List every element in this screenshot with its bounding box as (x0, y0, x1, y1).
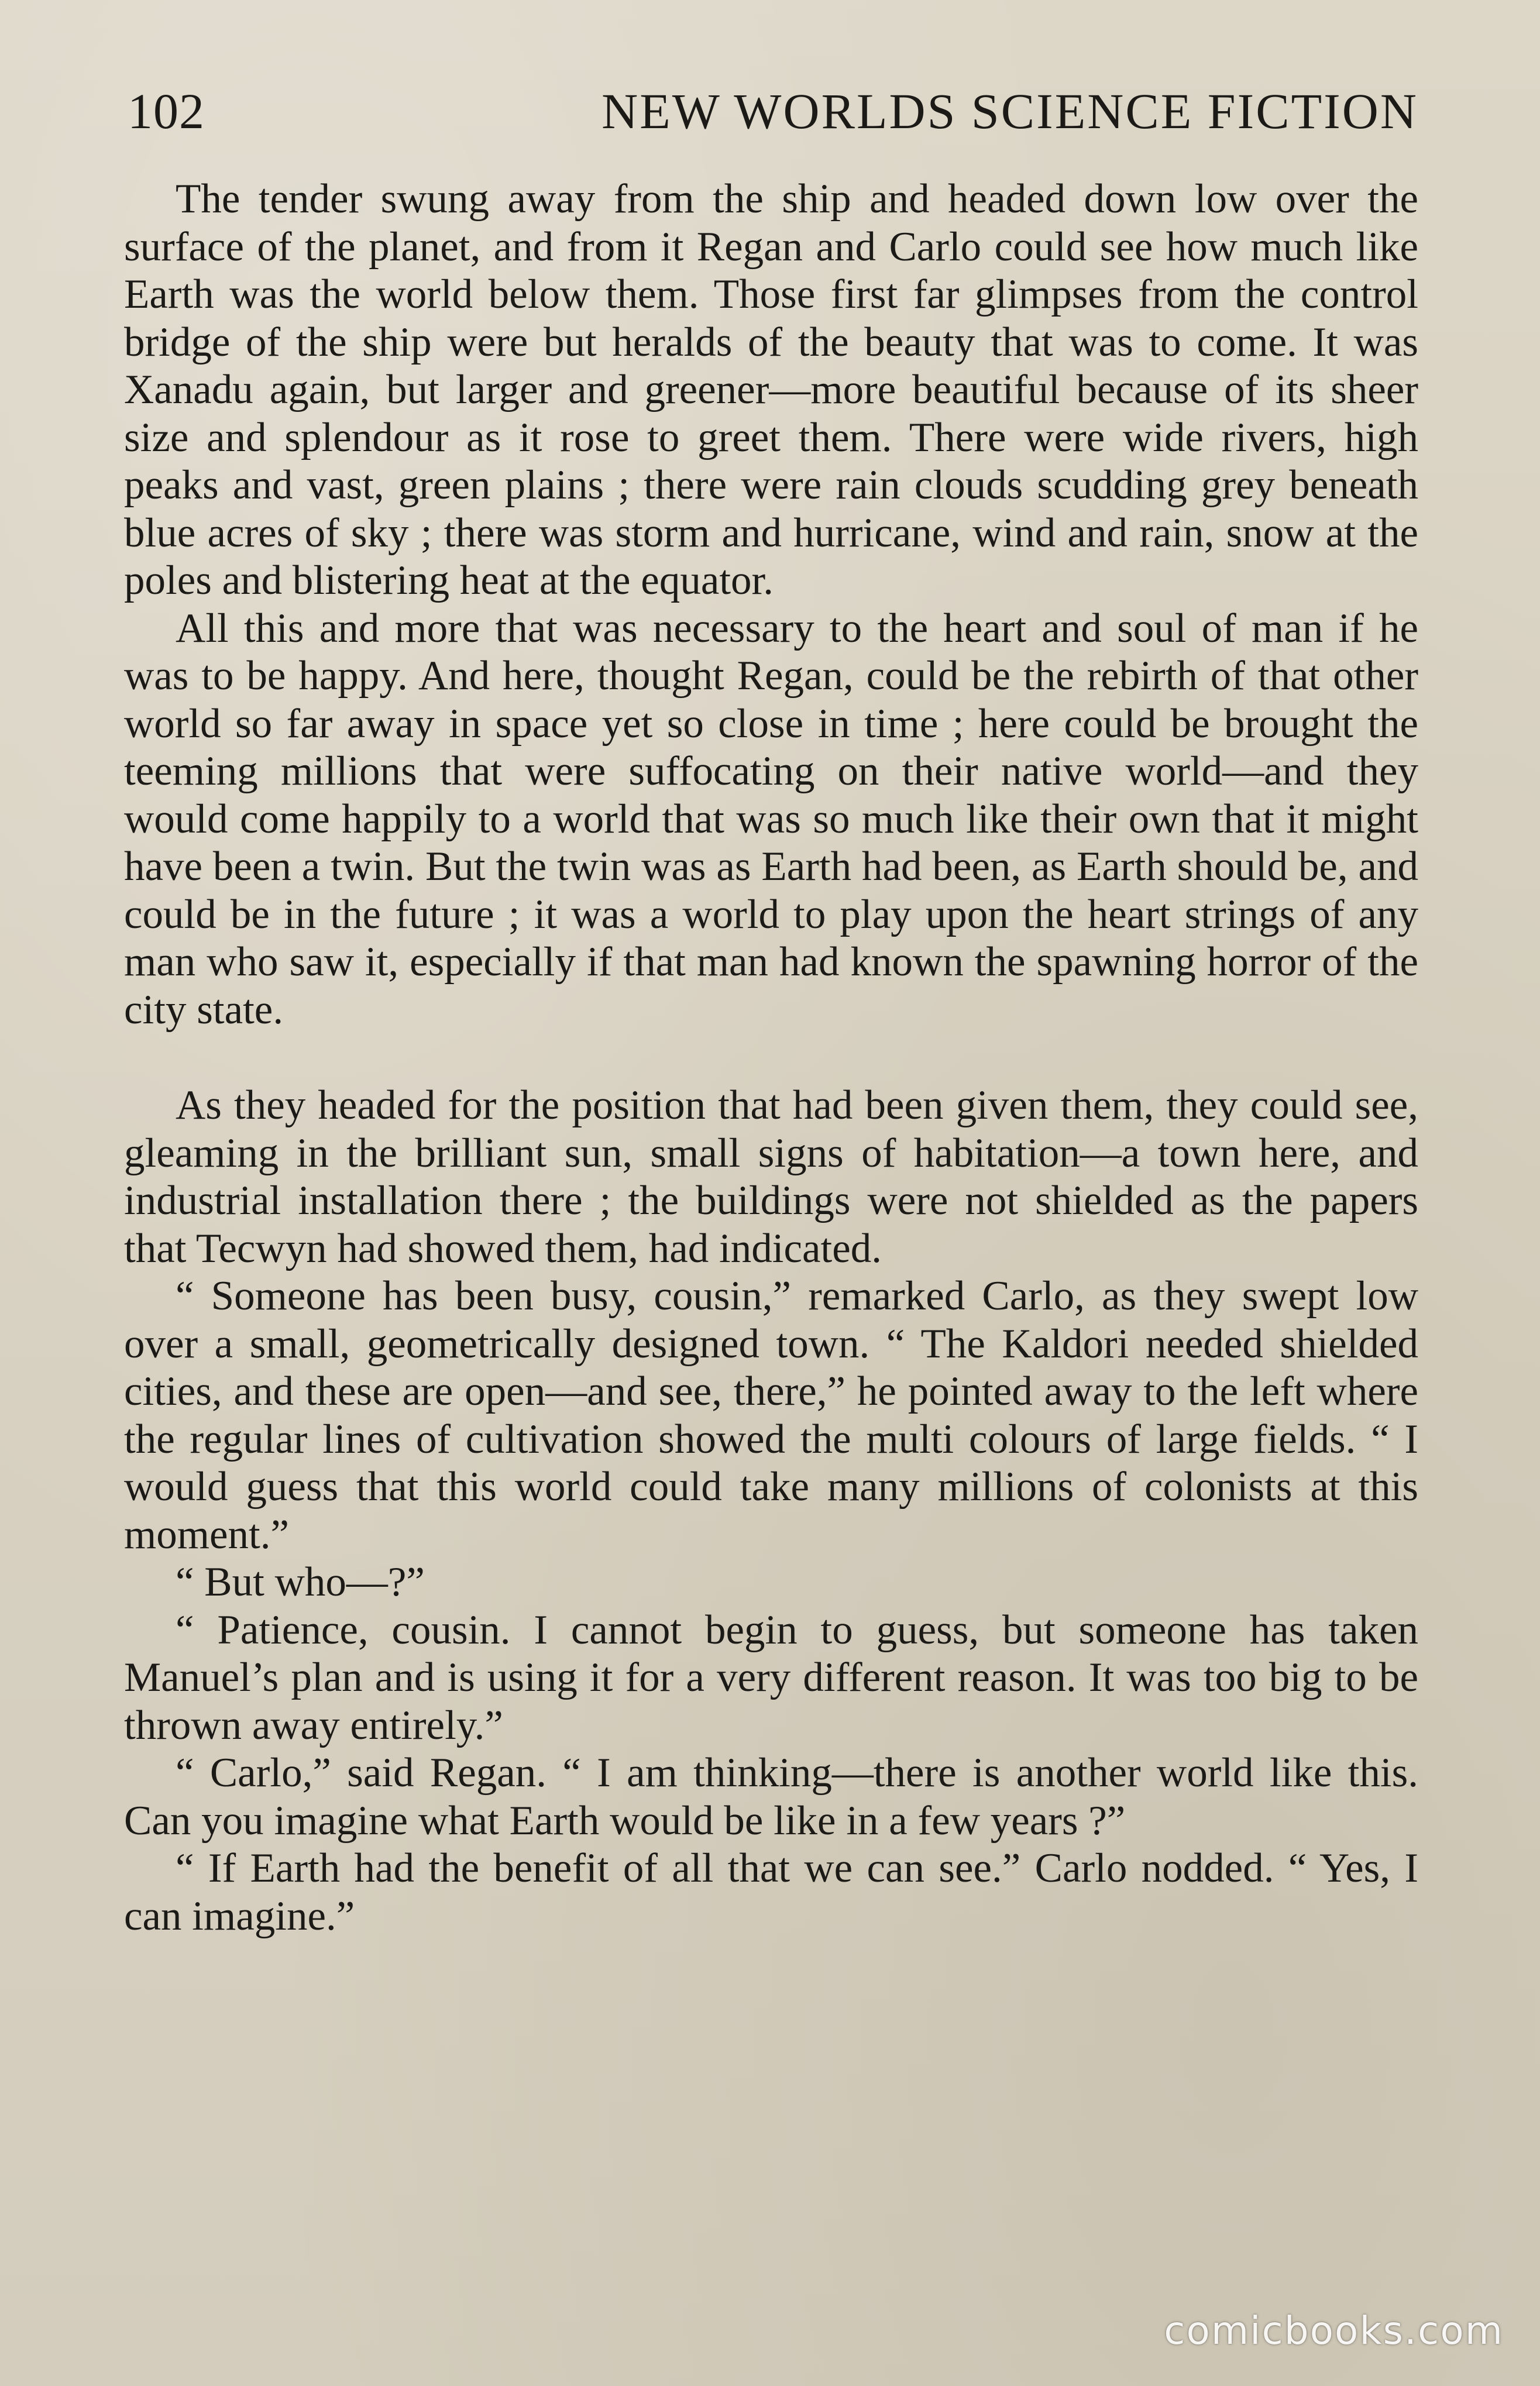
paragraph: “ If Earth had the benefit of all that we can see.” Carlo nodded. “ Yes, I can imagine.” (124, 1845, 1418, 1939)
paragraph: All this and more that was necessary to the heart and soul of man if he was to be happy. And here, thought Regan, could be the rebirth of that other world so far away in space yet so close in time ; here could be brought the teeming millions that were suffocating on their native world—and they would come happily to a world that was so much like their own that it might have been a twin. But the twin was as Earth had been, as Earth should be, and could be in the future ; it was a world to play upon the heart strings of any man who saw it, especially if that man had known the spawning horror of the city state. (124, 605, 1418, 1033)
paragraph: “ Patience, cousin. I cannot begin to guess, but someone has taken Manuel’s plan and is using it for a very different reason. It was too big to be thrown away entirely.” (124, 1607, 1418, 1748)
paragraph: “ But who—?” (176, 1559, 425, 1605)
paragraph: “ Someone has been busy, cousin,” remarked Carlo, as they swept low over a small, geometrically designed town. “ The Kaldori needed shielded cities, and these are open—and see, there,” he pointed away to the left where the regular lines of cultivation showed the multi colours of large fields. “ I would guess that this world could take many millions of colonists at this moment.” (124, 1273, 1418, 1558)
running-head: NEW WORLDS SCIENCE FICTION (601, 83, 1418, 139)
paragraph: As they headed for the position that had been given them, they could see, gleaming in the brilliant sun, small signs of habitation—a town here, and industrial installation there ; the buildings were not shielded as the papers that Tecwyn had showed them, had indicated. (124, 1082, 1418, 1271)
story-text (124, 176, 1418, 1940)
section-break (124, 1034, 1418, 1082)
paragraph: “ Carlo,” said Regan. “ I am thinking—there is another world like this. Can you imagine what Earth would be like in a few years ?” (124, 1750, 1418, 1844)
paragraph: The tender swung away from the ship and headed down low over the surface of the planet, and from it Regan and Carlo could see how much like Earth was the world below them. Those first far glimpses from the control bridge of the ship were but heralds of the beauty that was to come. It was Xanadu again, but larger and greener—more beautiful because of its sheer size and splendour as it rose to greet them. There were wide rivers, high peaks and vast, green plains ; there were rain clouds scudding grey beneath blue acres of sky ; there was storm and hurricane, wind and rain, snow at the poles and blistering heat at the equator. (124, 176, 1418, 603)
watermark: comicbooks.com (1164, 2308, 1504, 2353)
page-header (128, 82, 1418, 146)
page-number: 102 (128, 83, 205, 139)
